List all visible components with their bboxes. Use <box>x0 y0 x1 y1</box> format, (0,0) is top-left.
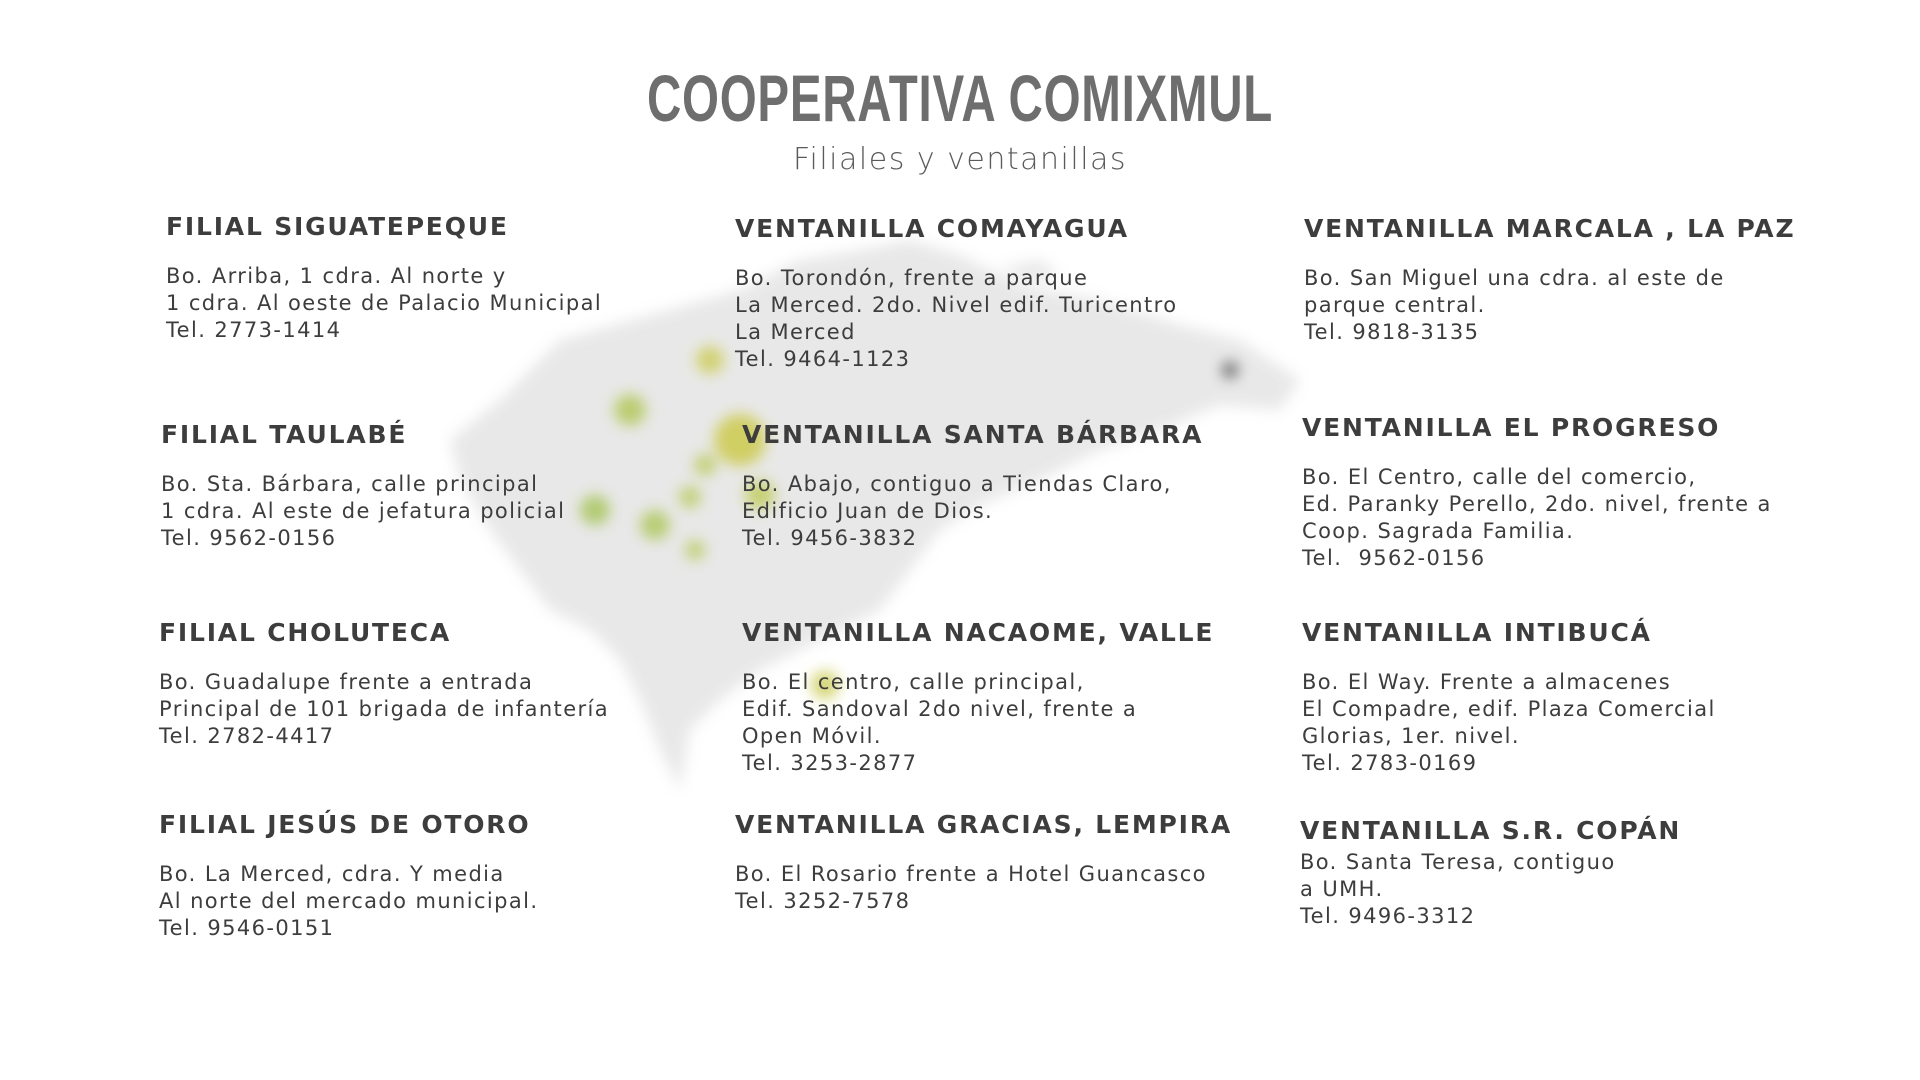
location-name: VENTANILLA SANTA BÁRBARA <box>742 420 1204 449</box>
location-name: FILIAL SIGUATEPEQUE <box>166 212 509 241</box>
location-name: VENTANILLA COMAYAGUA <box>735 214 1129 243</box>
location-address <box>1302 464 1772 572</box>
address-line: Principal de 101 brigada de infantería <box>159 697 610 721</box>
location-address <box>159 861 538 942</box>
address-line: Bo. Abajo, contiguo a Tiendas Claro, <box>742 472 1172 496</box>
address-line: Bo. Santa Teresa, contiguo <box>1300 850 1616 874</box>
location-address <box>742 471 1203 552</box>
address-line: La Merced <box>735 320 856 344</box>
phone-line: Tel. 9562-0156 <box>1302 546 1486 570</box>
address-line: Open Móvil. <box>742 724 882 748</box>
address-line: Ed. Paranky Perello, 2do. nivel, frente a <box>1302 492 1772 516</box>
address-line: 1 cdra. Al este de jefatura policial <box>161 499 566 523</box>
location-address <box>735 861 1232 915</box>
address-line: Bo. Arriba, 1 cdra. Al norte y <box>166 264 507 288</box>
location-name: VENTANILLA NACAOME, VALLE <box>742 618 1215 647</box>
phone-line: Tel. 9464-1123 <box>735 347 911 371</box>
location-ventanilla-marcala <box>1304 214 1795 346</box>
address-line: a UMH. <box>1300 877 1384 901</box>
address-line: Bo. El Rosario frente a Hotel Guancasco <box>735 862 1207 886</box>
address-line: Al norte del mercado municipal. <box>159 889 539 913</box>
location-name: VENTANILLA INTIBUCÁ <box>1302 618 1652 647</box>
address-line: Edif. Sandoval 2do nivel, frente a <box>742 697 1138 721</box>
address-line: Bo. El Centro, calle del comercio, <box>1302 465 1697 489</box>
phone-line: Tel. 9562-0156 <box>161 526 337 550</box>
location-ventanilla-intibuca <box>1302 618 1716 777</box>
location-ventanilla-copan <box>1300 816 1681 930</box>
address-line: El Compadre, edif. Plaza Comercial <box>1302 697 1716 721</box>
location-address <box>159 669 609 750</box>
phone-line: Tel. 9496-3312 <box>1300 904 1476 928</box>
location-address <box>1304 265 1795 346</box>
address-line: parque central. <box>1304 293 1486 317</box>
address-line: Bo. San Miguel una cdra. al este de <box>1304 266 1725 290</box>
address-line: Edificio Juan de Dios. <box>742 499 994 523</box>
location-filial-jesus-de-otoro <box>159 810 538 942</box>
location-ventanilla-santa-barbara <box>742 420 1203 552</box>
location-address <box>742 669 1214 777</box>
phone-line: Tel. 2782-4417 <box>159 724 335 748</box>
phone-line: Tel. 9456-3832 <box>742 526 918 550</box>
address-line: Bo. El Way. Frente a almacenes <box>1302 670 1672 694</box>
phone-line: Tel. 3252-7578 <box>735 889 911 913</box>
address-line: Bo. Guadalupe frente a entrada <box>159 670 534 694</box>
location-address <box>166 263 602 344</box>
location-filial-siguatepeque <box>166 212 602 344</box>
location-address <box>735 265 1177 373</box>
address-line: Glorias, 1er. nivel. <box>1302 724 1520 748</box>
address-line: 1 cdra. Al oeste de Palacio Municipal <box>166 291 603 315</box>
location-ventanilla-gracias <box>735 810 1232 915</box>
phone-line: Tel. 2773-1414 <box>166 318 342 342</box>
address-line: Bo. La Merced, cdra. Y media <box>159 862 505 886</box>
location-filial-choluteca <box>159 618 609 750</box>
location-address <box>161 471 565 552</box>
address-line: Bo. Torondón, frente a parque <box>735 266 1089 290</box>
location-address <box>1302 669 1716 777</box>
location-ventanilla-el-progreso <box>1302 413 1772 572</box>
location-filial-taulabe <box>161 420 565 552</box>
location-ventanilla-comayagua <box>735 214 1177 373</box>
location-ventanilla-nacaome <box>742 618 1214 777</box>
address-line: Bo. El centro, calle principal, <box>742 670 1085 694</box>
address-line: Coop. Sagrada Familia. <box>1302 519 1575 543</box>
phone-line: Tel. 2783-0169 <box>1302 751 1478 775</box>
location-name: VENTANILLA EL PROGRESO <box>1302 413 1721 442</box>
phone-line: Tel. 9546-0151 <box>159 916 335 940</box>
phone-line: Tel. 9818-3135 <box>1304 320 1480 344</box>
location-name: FILIAL JESÚS DE OTORO <box>159 810 531 839</box>
location-name: FILIAL CHOLUTECA <box>159 618 452 647</box>
location-name: FILIAL TAULABÉ <box>161 420 408 449</box>
page-subtitle: Filiales y ventanillas <box>792 142 1128 177</box>
location-name: VENTANILLA S.R. COPÁN <box>1300 816 1682 845</box>
page-title: COOPERATIVA COMIXMUL <box>647 61 1273 135</box>
phone-line: Tel. 3253-2877 <box>742 751 918 775</box>
address-line: Bo. Sta. Bárbara, calle principal <box>161 472 539 496</box>
location-address <box>1300 849 1681 930</box>
address-line: La Merced. 2do. Nivel edif. Turicentro <box>735 293 1178 317</box>
location-name: VENTANILLA MARCALA , LA PAZ <box>1304 214 1796 243</box>
location-name: VENTANILLA GRACIAS, LEMPIRA <box>735 810 1232 839</box>
